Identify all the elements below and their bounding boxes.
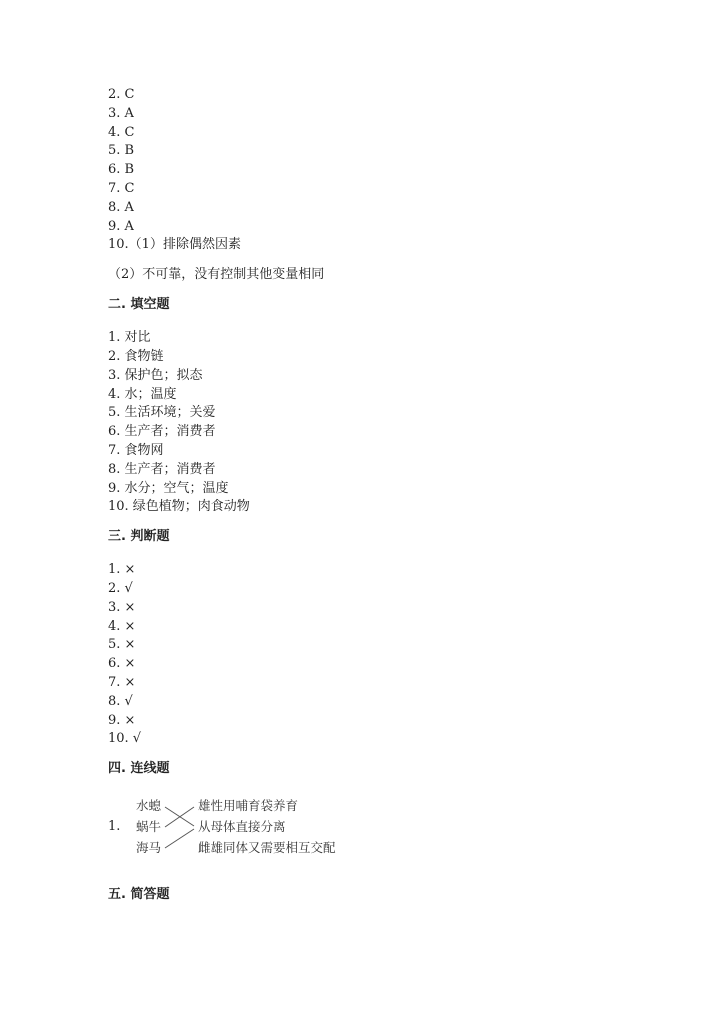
answer-line: 10. 绿色植物；肉食动物 (108, 499, 250, 515)
answer-line: 1. 对比 (108, 330, 151, 346)
matching-lines (108, 793, 208, 867)
answer-line: 7. 食物网 (108, 442, 164, 458)
answer-line: 4. 水；温度 (108, 386, 177, 402)
matching-left-item: 水螅 (136, 798, 162, 814)
choice-note: （2）不可靠，没有控制其他变量相同 (108, 267, 325, 283)
answer-line: 6. 生产者；消费者 (108, 424, 216, 440)
answer-line: 8. A (108, 199, 134, 215)
answer-line: 2. √ (108, 580, 133, 596)
true-false-answers (108, 561, 628, 749)
answer-line: 1. × (108, 562, 136, 578)
answer-line: 4. C (108, 124, 135, 140)
section-title-short-answer: 五. 简答题 (108, 887, 170, 903)
answer-line: 10.（1）排除偶然因素 (108, 237, 241, 253)
answer-line: 5. B (108, 143, 135, 159)
section-title-true-false: 三. 判断题 (108, 529, 170, 545)
answer-line: 5. 生活环境；关爱 (108, 405, 216, 421)
matching-number: 1. (108, 819, 121, 835)
answer-line: 9. A (108, 218, 134, 234)
answer-line: 10. √ (108, 731, 142, 747)
answer-line: 6. B (108, 162, 135, 178)
section-title-matching: 四. 连线题 (108, 761, 170, 777)
answer-line: 8. 生产者；消费者 (108, 461, 216, 477)
answer-line: 6. × (108, 656, 136, 672)
matching-right-item: 雌雄同体又需要相互交配 (198, 840, 336, 856)
matching-left-item: 海马 (136, 840, 162, 856)
matching-left-item: 蜗牛 (136, 819, 162, 835)
answer-line: 8. √ (108, 693, 133, 709)
matching-figure (108, 793, 628, 867)
answer-page (108, 86, 628, 919)
section-title-fill-blank: 二. 填空题 (108, 297, 170, 313)
answer-line: 2. 食物链 (108, 348, 164, 364)
fill-blank-answers (108, 329, 628, 517)
matching-right-item: 雄性用哺育袋养育 (198, 798, 299, 814)
answer-line: 9. × (108, 712, 136, 728)
answer-line: 7. C (108, 180, 135, 196)
answer-line: 3. A (108, 105, 134, 121)
answer-line: 4. × (108, 618, 136, 634)
answer-line: 3. × (108, 599, 136, 615)
choice-answers (108, 86, 628, 255)
matching-right-column (198, 795, 336, 858)
matching-right-item: 从母体直接分离 (198, 819, 286, 835)
answer-line: 2. C (108, 87, 135, 102)
answer-line: 9. 水分；空气；温度 (108, 480, 229, 496)
answer-line: 5. × (108, 637, 136, 653)
answer-line: 3. 保护色；拟态 (108, 367, 203, 383)
answer-line: 7. × (108, 674, 136, 690)
match-line (165, 829, 194, 848)
